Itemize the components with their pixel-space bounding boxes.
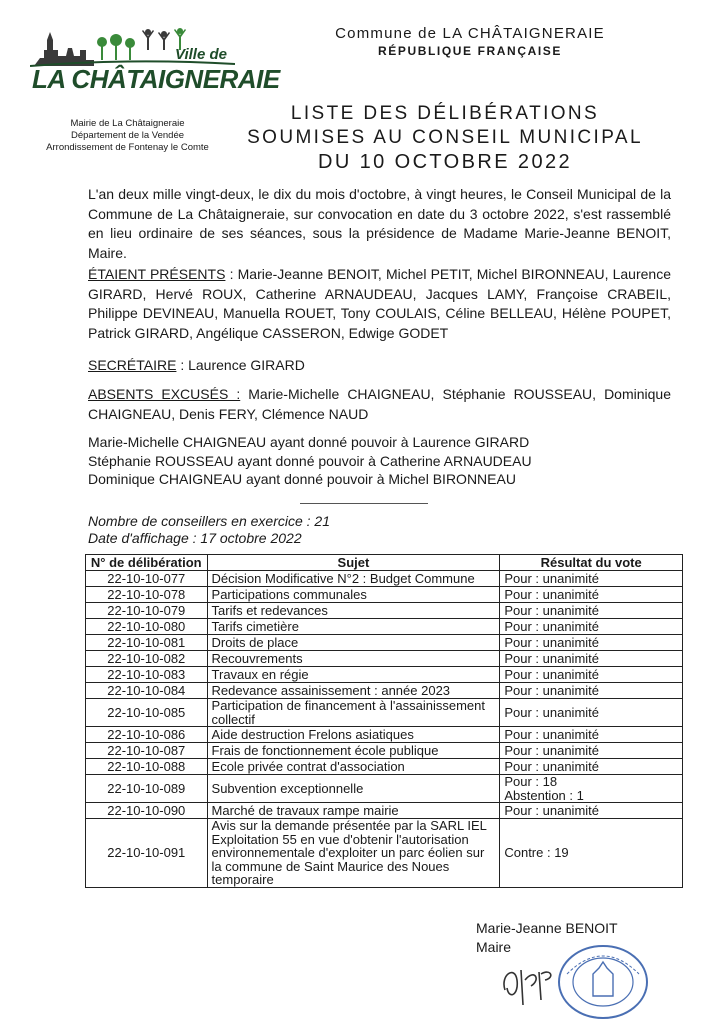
deliberation-number: 22-10-10-090 (86, 803, 208, 819)
vote-result: Pour : unanimité (500, 651, 683, 667)
mairie-address-block (40, 118, 215, 154)
vote-result: Pour : unanimité (500, 743, 683, 759)
table-row (86, 651, 683, 667)
separator-line (300, 503, 428, 504)
logo-name: LA CHÂTAIGNERAIE (32, 64, 280, 94)
header-resultat: Résultat du vote (500, 555, 683, 571)
deliberation-number: 22-10-10-088 (86, 759, 208, 775)
deliberation-number: 22-10-10-078 (86, 587, 208, 603)
presents-label: ÉTAIENT PRÉSENTS (88, 266, 226, 282)
table-row (86, 803, 683, 819)
table-row (86, 775, 683, 803)
mairie-line-2: Département de la Vendée (70, 130, 185, 141)
presents-paragraph (88, 265, 671, 343)
deliberation-subject: Droits de place (207, 635, 500, 651)
pouvoir-item: Dominique CHAIGNEAU ayant donné pouvoir à Michel BIRONNEAU (88, 471, 516, 488)
document-title (215, 102, 675, 174)
deliberation-subject: Tarifs et redevances (207, 603, 500, 619)
deliberations-table (85, 554, 683, 888)
deliberation-subject: Tarifs cimetière (207, 619, 500, 635)
vote-result: Contre : 19 (500, 819, 683, 888)
deliberation-number: 22-10-10-081 (86, 635, 208, 651)
vote-result: Pour : unanimité (500, 683, 683, 699)
table-row (86, 743, 683, 759)
deliberation-subject: Participation de financement à l'assainissement collectif (207, 699, 500, 727)
table-row (86, 683, 683, 699)
vote-result: Pour : unanimité (500, 603, 683, 619)
pouvoir-item: Marie-Michelle CHAIGNEAU ayant donné pouvoir à Laurence GIRARD (88, 434, 530, 450)
table-body (86, 571, 683, 888)
title-line-3: DU 10 OCTOBRE 2022 (317, 151, 573, 173)
secretaire-paragraph (88, 356, 671, 376)
deliberation-subject: Marché de travaux rampe mairie (207, 803, 500, 819)
republique-header: RÉPUBLIQUE FRANÇAISE (377, 44, 562, 58)
affichage-date: Date d'affichage : 17 octobre 2022 (88, 530, 302, 546)
deliberation-subject: Recouvrements (207, 651, 500, 667)
mairie-line-3: Arrondissement de Fontenay le Comte (46, 142, 209, 153)
deliberation-subject: Ecole privée contrat d'association (207, 759, 500, 775)
vote-result: Pour : unanimité (500, 587, 683, 603)
commune-header: Commune de LA CHÂTAIGNERAIE (335, 25, 605, 42)
deliberation-subject: Avis sur la demande présentée par la SARL IEL Exploitation 55 en vue d'obtenir l'autorisation environnementale d'exploiter un parc éolien sur la commune de Saint Maurice des Noues temporaire (207, 819, 500, 888)
header-numero: N° de délibération (86, 555, 208, 571)
signatory-name: Marie-Jeanne BENOIT (476, 920, 618, 936)
deliberation-number: 22-10-10-091 (86, 819, 208, 888)
deliberation-subject: Redevance assainissement : année 2023 (207, 683, 500, 699)
deliberation-number: 22-10-10-084 (86, 683, 208, 699)
absents-label: ABSENTS EXCUSÉS : (88, 386, 241, 402)
secretaire-text: : Laurence GIRARD (176, 357, 305, 373)
deliberation-subject: Participations communales (207, 587, 500, 603)
presents-text: : Marie-Jeanne BENOIT, Michel PETIT, Michel BIRONNEAU, Laurence GIRARD, Hervé ROUX, Catherine ARNAUDEAU, Jacques LAMY, Françoise CRABEIL, Philippe DEVINEAU, Manuella ROUET, Tony COULAIS, Céline BELLEAU, Hélène POUPET, Patrick GIRARD, Angélique CASSERON, Edwige GODET (88, 266, 671, 341)
vote-result: Pour : unanimité (500, 699, 683, 727)
vote-result: Pour : unanimité (500, 667, 683, 683)
deliberation-number: 22-10-10-087 (86, 743, 208, 759)
absents-text: Marie-Michelle CHAIGNEAU, Stéphanie ROUSSEAU, Dominique CHAIGNEAU, Denis FERY, Clémence NAUD (88, 386, 671, 422)
table-row (86, 635, 683, 651)
vote-result: Pour : unanimité (500, 727, 683, 743)
deliberation-subject: Travaux en régie (207, 667, 500, 683)
deliberation-number: 22-10-10-079 (86, 603, 208, 619)
table-row (86, 667, 683, 683)
table-row (86, 759, 683, 775)
deliberation-number: 22-10-10-083 (86, 667, 208, 683)
deliberation-subject: Frais de fonctionnement école publique (207, 743, 500, 759)
table-row (86, 619, 683, 635)
official-seal-icon (555, 940, 651, 1020)
vote-result: Pour : unanimité (500, 635, 683, 651)
pouvoirs-list (88, 433, 671, 489)
vote-result: Pour : unanimité (500, 619, 683, 635)
intro-paragraph: L'an deux mille vingt-deux, le dix du mois d'octobre, à vingt heures, le Conseil Municipal de la Commune de La Châtaigneraie, sur convocation en date du 3 octobre 2022, s'est rassemblé en lieu ordinaire de ses séances, sous la présidence de Madame Marie-Jeanne BENOIT, Maire. (88, 186, 671, 261)
vote-result: Pour : 18 Abstention : 1 (500, 775, 683, 803)
secretaire-label: SECRÉTAIRE (88, 357, 177, 373)
mairie-line-1: Mairie de La Châtaigneraie (70, 118, 185, 129)
conseillers-count: Nombre de conseillers en exercice : 21 (88, 513, 331, 529)
table-header-row (86, 555, 683, 571)
deliberation-subject: Décision Modificative N°2 : Budget Commune (207, 571, 500, 587)
table-row (86, 571, 683, 587)
deliberation-number: 22-10-10-089 (86, 775, 208, 803)
deliberation-number: 22-10-10-085 (86, 699, 208, 727)
table-row (86, 603, 683, 619)
vote-result: Pour : unanimité (500, 803, 683, 819)
deliberation-number: 22-10-10-086 (86, 727, 208, 743)
absents-paragraph (88, 385, 671, 424)
deliberation-number: 22-10-10-077 (86, 571, 208, 587)
commune-logo (30, 22, 280, 102)
table-row (86, 819, 683, 888)
header-sujet: Sujet (207, 555, 500, 571)
deliberation-number: 22-10-10-080 (86, 619, 208, 635)
table-row (86, 727, 683, 743)
title-line-2: SOUMISES AU CONSEIL MUNICIPAL (247, 127, 643, 148)
vote-result: Pour : unanimité (500, 759, 683, 775)
table-row (86, 587, 683, 603)
logo-ville-de: Ville de (175, 46, 227, 63)
deliberation-number: 22-10-10-082 (86, 651, 208, 667)
pouvoir-item: Stéphanie ROUSSEAU ayant donné pouvoir à Catherine ARNAUDEAU (88, 452, 532, 469)
table-row (86, 699, 683, 727)
vote-result: Pour : unanimité (500, 571, 683, 587)
deliberation-subject: Aide destruction Frelons asiatiques (207, 727, 500, 743)
deliberation-subject: Subvention exceptionnelle (207, 775, 500, 803)
title-line-1: LISTE DES DÉLIBÉRATIONS (290, 103, 600, 124)
signatory-title: Maire (476, 939, 512, 955)
